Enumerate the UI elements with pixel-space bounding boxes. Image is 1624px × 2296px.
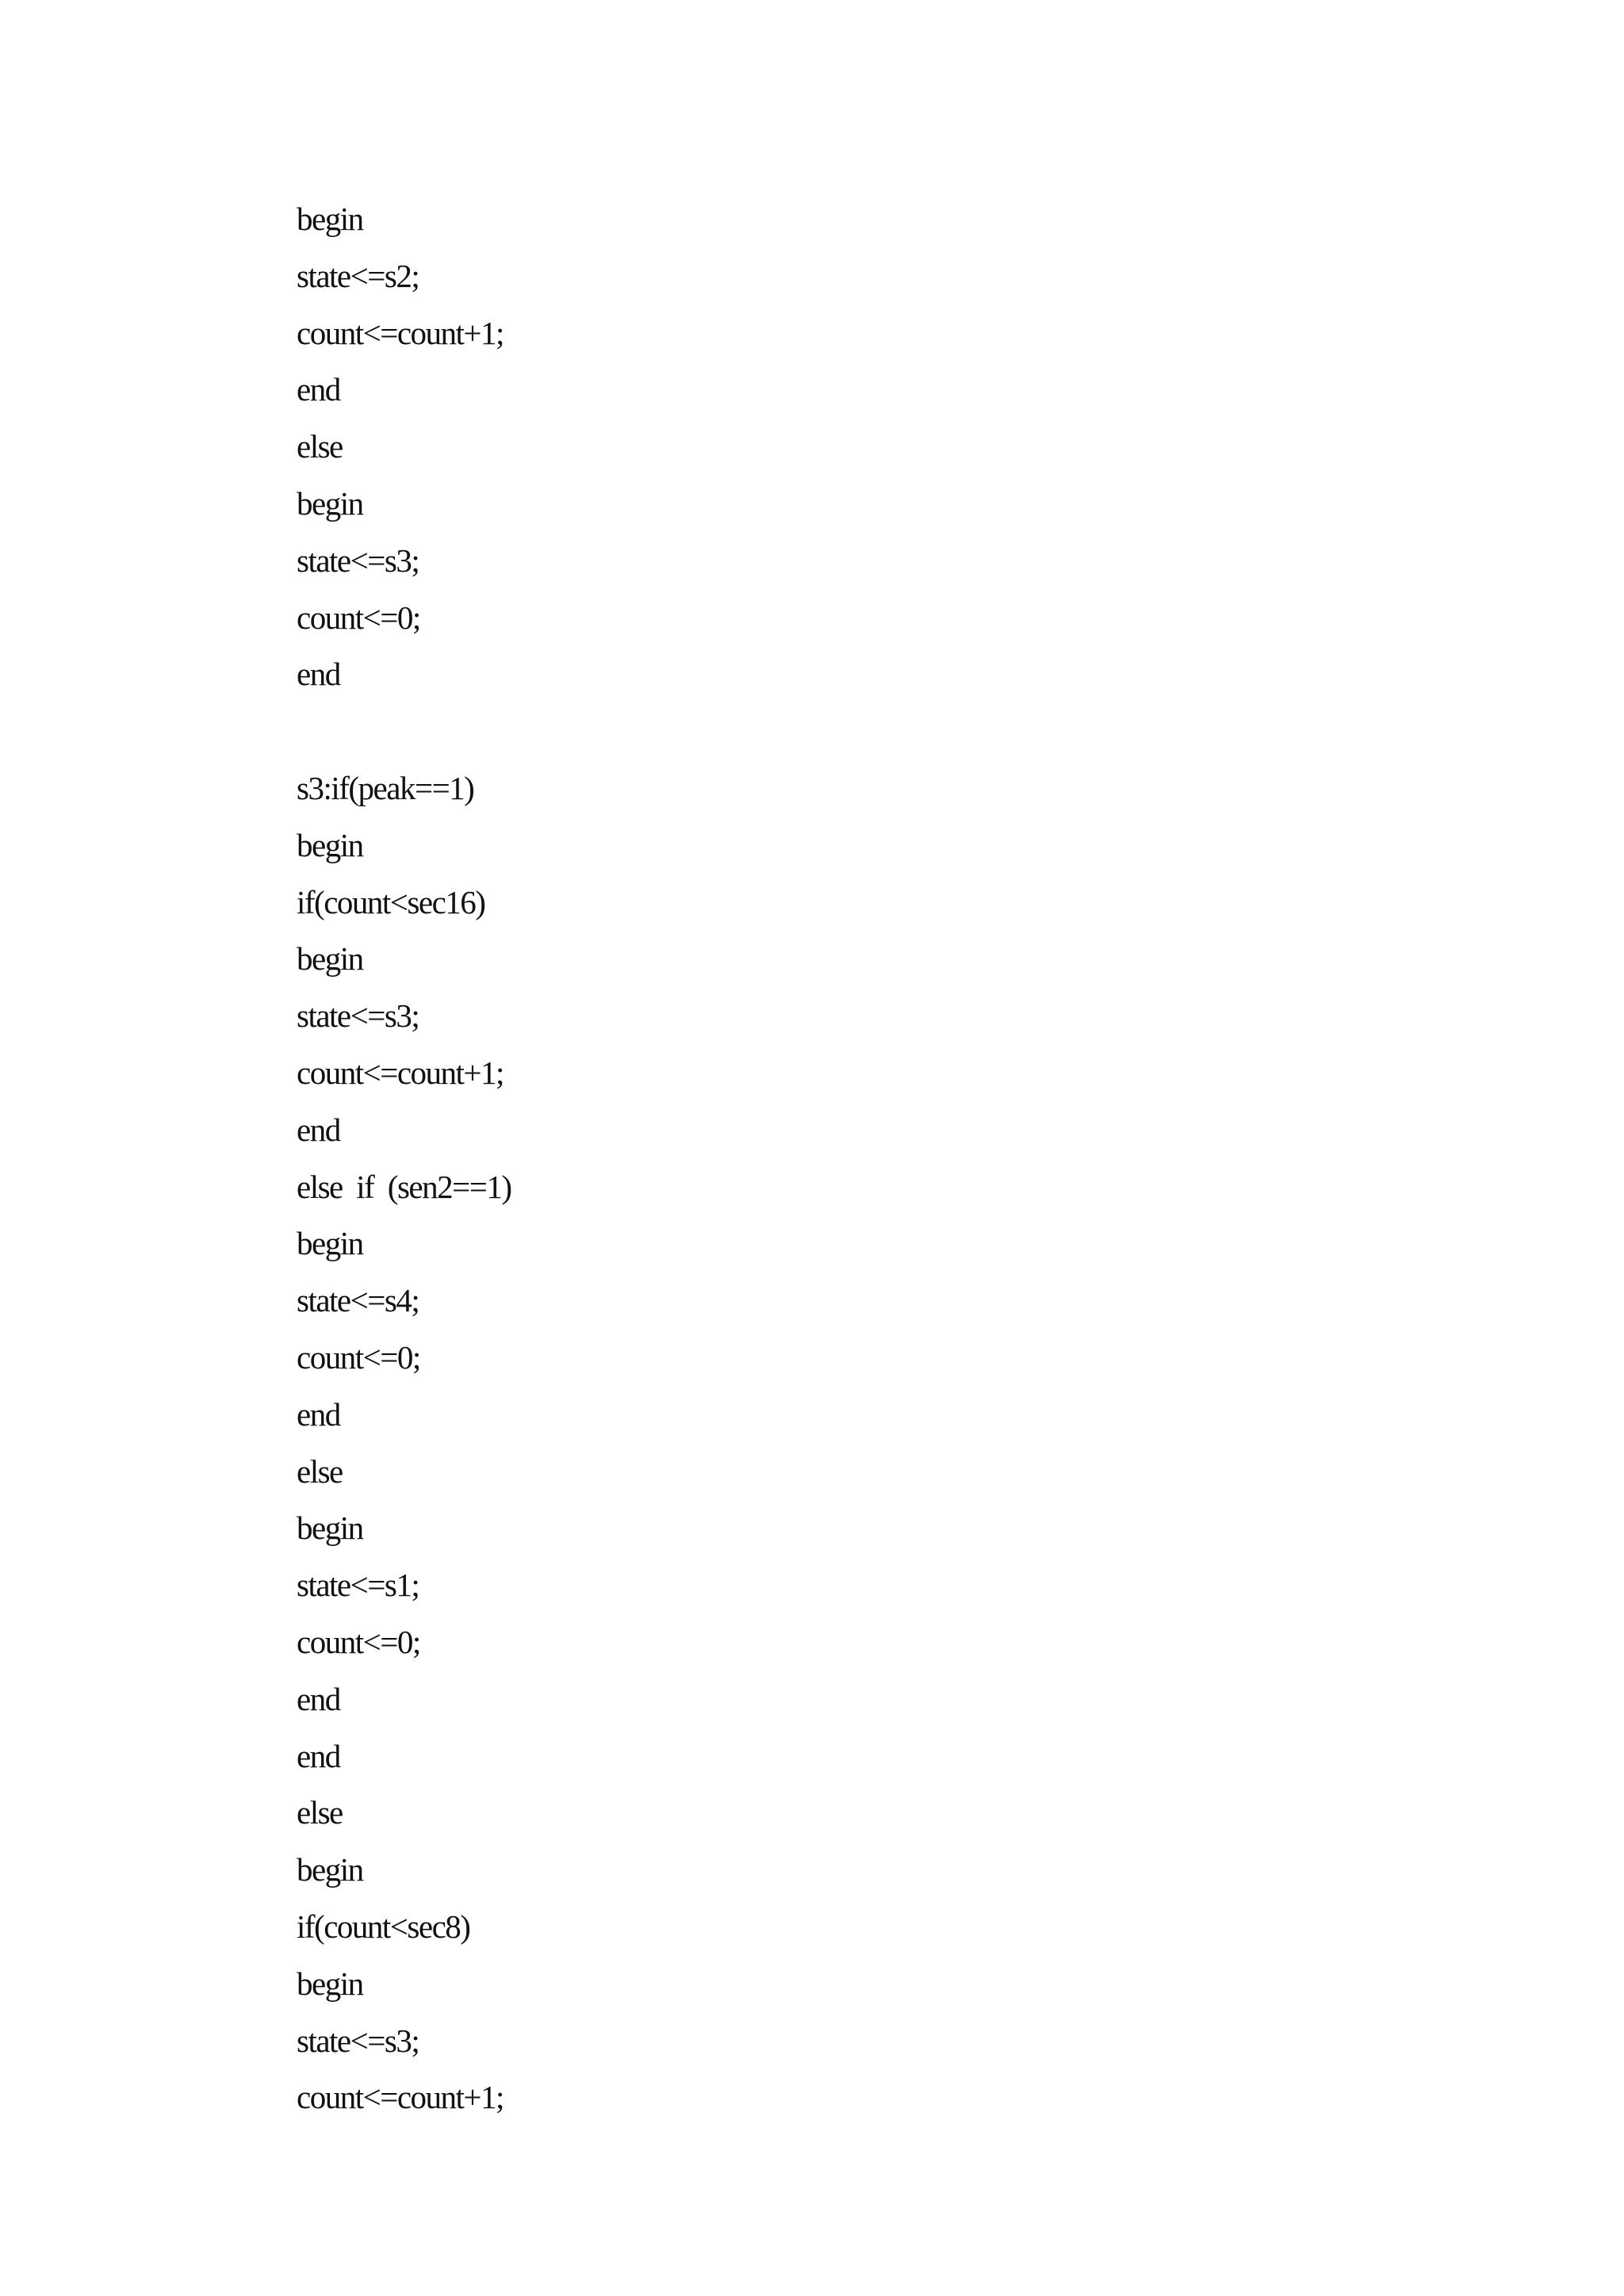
code-line: if(count<sec16) [297,883,485,920]
code-line: state<=s1; [297,1567,419,1604]
code-line: if(count<sec8) [297,1908,470,1945]
code-line: count<=0; [297,599,420,636]
blank-line [297,703,511,760]
code-listing [297,191,511,2126]
code-line: begin [297,1851,363,1888]
code-line: count<=count+1; [297,314,504,351]
code-line: end [297,1680,340,1717]
code-line: end [297,656,340,693]
code-line: end [297,1111,340,1148]
code-line: s3:if(peak==1) [297,769,474,806]
code-line: else [297,428,343,465]
code-line: begin [297,484,363,522]
code-line: state<=s3; [297,2022,419,2059]
code-line: begin [297,1225,363,1262]
code-line: begin [297,826,363,863]
code-line: else [297,1452,343,1490]
code-line: end [297,1395,340,1433]
code-line: begin [297,1965,363,2002]
code-line: state<=s3; [297,541,419,579]
code-line: else [297,1794,343,1831]
code-line: count<=count+1; [297,2079,504,2116]
code-line: count<=0; [297,1338,420,1376]
code-line: state<=s2; [297,257,419,294]
code-line: begin [297,201,363,237]
code-line: end [297,1737,340,1774]
code-line: count<=count+1; [297,1054,504,1091]
code-line: count<=0; [297,1623,420,1660]
code-line: begin [297,940,363,978]
code-line: begin [297,1510,363,1547]
code-line: state<=s4; [297,1282,419,1319]
code-line: else if (sen2==1) [297,1168,511,1205]
code-line: state<=s3; [297,997,419,1035]
code-line: end [297,371,340,408]
